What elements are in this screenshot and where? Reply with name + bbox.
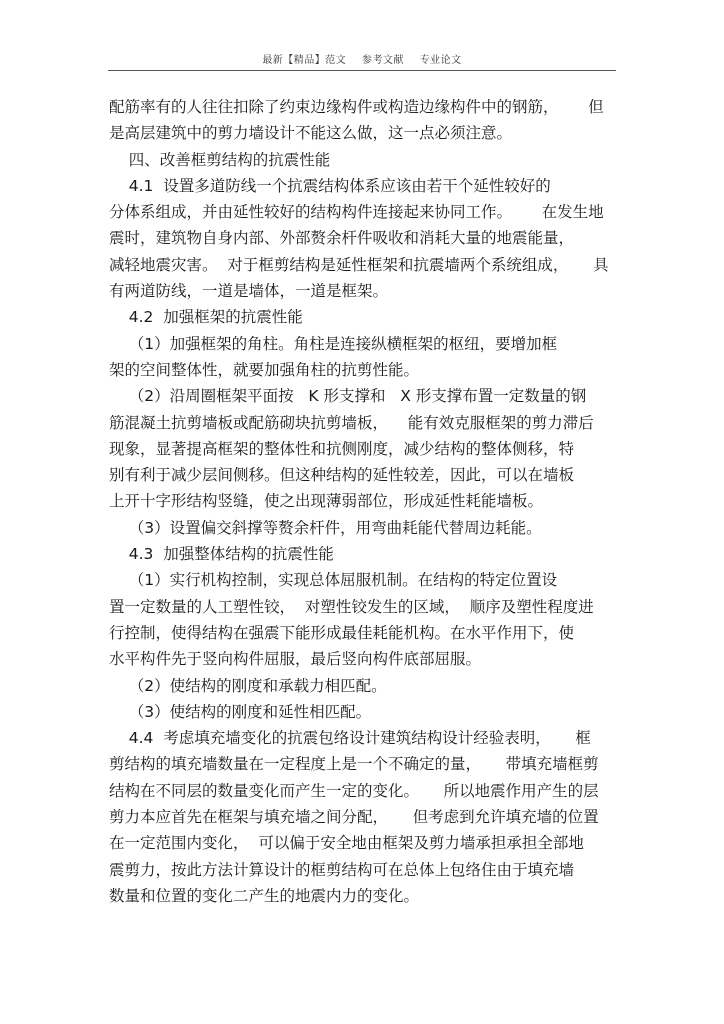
- subsection-heading: 4.3 加强整体结构的抗震性能: [109, 545, 334, 564]
- text-line: 行控制，使得结构在强震下能形成最佳耗能机构。在水平作用下，使: [109, 623, 575, 642]
- text-line: 震剪力，按此方法计算设计的框剪结构可在总体上包络住由于填充墙: [109, 860, 575, 879]
- text-line: 架的空间整体性，就要加强角柱的抗剪性能。: [109, 360, 420, 379]
- text-line: 在一定范围内变化， 可以偏于安全地由框架及剪力墙承担承担全部地: [109, 834, 584, 853]
- text-line: （3）使结构的刚度和延性相匹配。: [109, 702, 372, 721]
- text-line: 数量和位置的变化二产生的地震内力的变化。: [109, 886, 420, 905]
- text-line: 震时，建筑物自身内部、外部赘余杆件吸收和消耗大量的地震能量，: [109, 229, 575, 248]
- section-heading: 四、改善框剪结构的抗震性能: [109, 150, 331, 169]
- header-item-latest: 最新【精品】范文: [262, 55, 347, 66]
- text-line: （2）沿周圈框架平面按 K 形支撑和 X 形支撑布置一定数量的钢: [109, 387, 587, 406]
- header-divider: [108, 70, 616, 71]
- page-header: [0, 51, 724, 66]
- header-item-references: 参考文献: [362, 55, 404, 66]
- document-body: [109, 94, 617, 909]
- text-line: 别有利于减少层间侧移。但这种结构的延性较差，因此，可以在墙板: [109, 466, 575, 485]
- text-line: 水平构件先于竖向构件屈服，最后竖向构件底部屈服。: [109, 650, 482, 669]
- subsection-heading: 4.2 加强框架的抗震性能: [109, 308, 303, 327]
- text-line: 结构在不同层的数量变化而产生一定的变化。 所以地震作用产生的层: [109, 781, 599, 800]
- text-line: 置一定数量的人工塑性铰， 对塑性铰发生的区域， 顺序及塑性程度进: [109, 597, 594, 616]
- subsection-heading: 4.4 考虑填充墙变化的抗震包络设计建筑结构设计经验表明， 框: [109, 729, 591, 748]
- text-line: 剪结构的填充墙数量在一定程度上是一个不确定的量， 带填充墙框剪: [109, 755, 599, 774]
- text-line: （3）设置偏交斜撑等赘余杆件，用弯曲耗能代替周边耗能。: [109, 518, 542, 537]
- text-line: 有两道防线，一道是墙体，一道是框架。: [109, 282, 389, 301]
- text-line: 4.1 设置多道防线一个抗震结构体系应该由若干个延性较好的: [109, 176, 551, 195]
- text-line: （2）使结构的刚度和承载力相匹配。: [109, 676, 387, 695]
- text-line: 剪力本应首先在框架与填充墙之间分配， 但考虑到允许填充墙的位置: [109, 808, 599, 827]
- text-line: 现象，显著提高框架的整体性和抗侧刚度，减少结构的整体侧移，特: [109, 439, 575, 458]
- text-line: 减轻地震灾害。 对于框剪结构是延性框架和抗震墙两个系统组成， 具: [109, 255, 609, 274]
- header-item-papers: 专业论文: [419, 55, 462, 66]
- text-line: 上开十字形结构竖缝，使之出现薄弱部位，形成延性耗能墙板。: [109, 492, 544, 511]
- text-line: 配筋率有的人往往扣除了约束边缘构件或构造边缘构件中的钢筋， 但: [109, 98, 604, 116]
- text-line: 是高层建筑中的剪力墙设计不能这么做，这一点必须注意。: [109, 124, 513, 143]
- text-line: （1）实行机构控制，实现总体屈服机制。在结构的特定位置设: [109, 571, 558, 590]
- text-line: 筋混凝土抗剪墙板或配筋砌块抗剪墙板， 能有效克服框架的剪力滞后: [109, 413, 594, 432]
- text-line: （1）加强框架的角柱。角柱是连接纵横框架的枢纽，要增加框: [109, 334, 558, 353]
- text-line: 分体系组成，并由延性较好的结构构件连接起来协同工作。 在发生地: [109, 203, 604, 222]
